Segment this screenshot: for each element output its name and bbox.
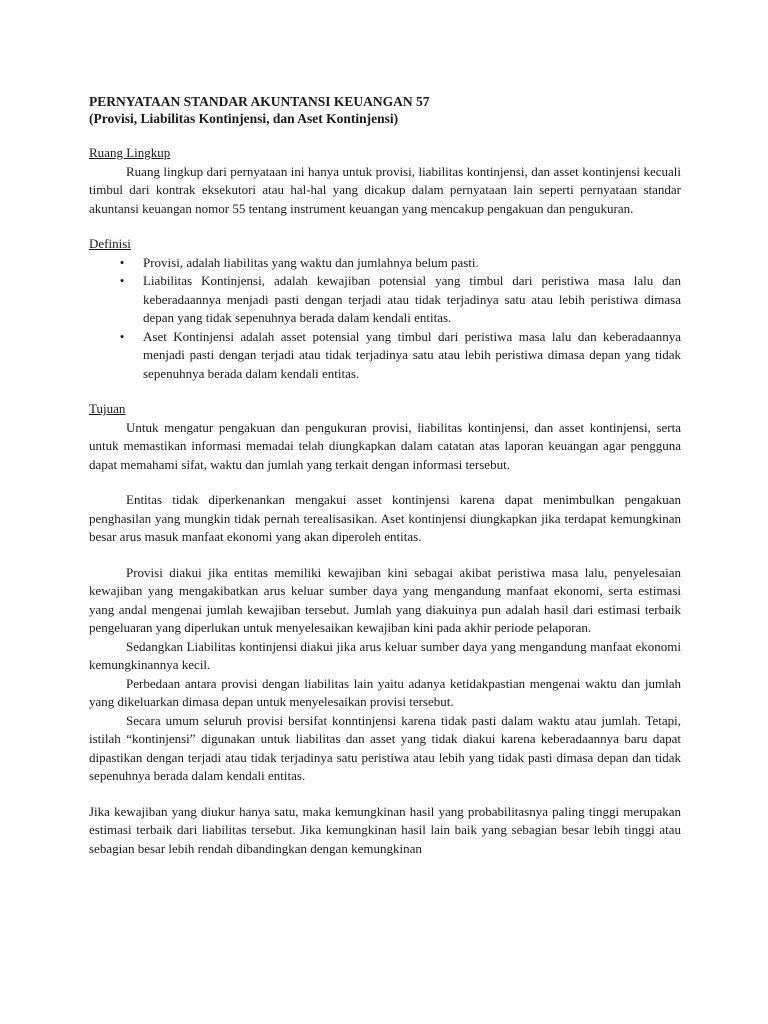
tujuan-paragraph: Sedangkan Liabilitas kontinjensi diakui jika arus keluar sumber daya yang mengandung manfaat ekonomi kemungkinannya kecil. bbox=[89, 638, 681, 672]
bullet-icon: • bbox=[119, 273, 125, 288]
definisi-item-liabilitas-kontinjensi bbox=[89, 272, 681, 328]
tujuan-paragraph: Jika kewajiban yang diukur hanya satu, maka kemungkinan hasil yang probabilitasnya paling tinggi merupakan estimasi terbaik dari liabilitas tersebut. Jika kemungkinan hasil lain baik yang sebagian besar lebih tinggi atau sebagian besar lebih rendah dibandingkan dengan kemungkinan bbox=[89, 803, 681, 856]
tujuan-paragraph: Perbedaan antara provisi dengan liabilitas lain yaitu adanya ketidakpastian mengenai waktu dan jumlah yang dikeluarkan dimasa depan untuk menyelesaikan provisi tersebut. bbox=[89, 675, 681, 709]
section-heading-ruang-lingkup: Ruang Lingkup bbox=[89, 145, 171, 160]
bullet-icon: • bbox=[119, 328, 125, 344]
document-subtitle: (Provisi, Liabilitas Kontinjensi, dan Aset Kontinjensi) bbox=[89, 111, 399, 126]
list-item-text: Liabilitas Kontinjensi, adalah kewajiban potensial yang timbul dari peristiwa masa lalu dan keberadaannya menjadi pasti dengan terjadi atau tidak terjadinya satu atau lebih peristiwa dimasa depan yang tidak sepenuhnya berada dalam kendali entitas. bbox=[143, 273, 681, 325]
ruang-lingkup-paragraph: Ruang lingkup dari pernyataan ini hanya untuk provisi, liabilitas kontinjensi, dan asset kontinjensi kecuali timbul dari kontrak eksekutori atau hal-hal yang dicakup dalam pernyataan lain seperti pernyataan standar akuntansi keuangan nomor 55 tentang instrument keuangan yang mencakup pengakuan dan pengukuran. bbox=[89, 163, 681, 216]
document-body bbox=[89, 93, 681, 858]
bullet-icon: • bbox=[119, 254, 125, 270]
tujuan-paragraph: Secara umum seluruh provisi bersifat konntinjensi karena tidak pasti dalam waktu atau jumlah. Tetapi, istilah “kontinjensi” digunakan untuk liabilitas dan asset yang tidak diakui karena keberadaannya baru dapat dipastikan dengan terjadi atau tidak terjadinya satu peristiwa atau lebih yang tidak pasti dimasa depan dan tidak sepenuhnya berada dalam kendali entitas. bbox=[89, 712, 681, 783]
document-title: PERNYATAAN STANDAR AKUNTANSI KEUANGAN 57 bbox=[89, 94, 430, 109]
section-heading-tujuan: Tujuan bbox=[89, 401, 126, 416]
section-heading-definisi: Definisi bbox=[89, 236, 131, 251]
definisi-item-provisi bbox=[89, 254, 681, 273]
tujuan-paragraph: Provisi diakui jika entitas memiliki kewajiban kini sebagai akibat peristiwa masa lalu, penyelesaian kewajiban yang mengakibatkan arus keluar sumber daya yang mengandung manfaat ekonomi, serta estimasi yang andal mengenai jumlah kewajiban tersebut. Jumlah yang diakuinya pun adalah hasil dari estimasi terbaik pengeluaran yang diperlukan untuk menyelesaikan kewajiban kini pada akhir periode pelaporan. bbox=[89, 564, 681, 635]
tujuan-paragraph: Untuk mengatur pengakuan dan pengukuran provisi, liabilitas kontinjensi, dan asset kontinjensi, serta untuk memastikan informasi memadai telah diungkapkan dalam catatan atas laporan keuangan agar pengguna dapat memahami sifat, waktu dan jumlah yang terkait dengan informasi tersebut. bbox=[89, 419, 681, 472]
tujuan-paragraph: Entitas tidak diperkenankan mengakui asset kontinjensi karena dapat menimbulkan pengakuan penghasilan yang mungkin tidak pernah terealisasikan. Aset kontinjensi diungkapkan jika terdapat kemungkinan besar arus masuk manfaat ekonomi yang akan diperoleh entitas. bbox=[89, 492, 681, 544]
list-item-text: Aset Kontinjensi adalah asset potensial yang timbul dari peristiwa masa lalu dan keberadaannya menjadi pasti dengan terjadi atau tidak terjadinya satu atau lebih peristiwa dimasa depan yang tidak sepenuhnya berada dalam kendali entitas. bbox=[143, 328, 681, 381]
definisi-list bbox=[89, 254, 681, 384]
definisi-item-aset-kontinjensi bbox=[89, 328, 681, 384]
list-item-text: Provisi, adalah liabilitas yang waktu dan jumlahnya belum pasti. bbox=[143, 254, 479, 270]
